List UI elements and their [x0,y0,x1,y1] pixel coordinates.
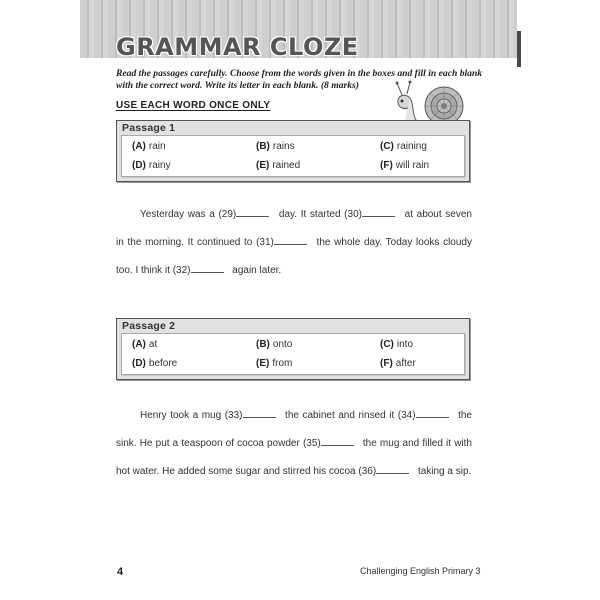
page-number: 4 [117,566,124,578]
option-e: (E) from [256,358,293,369]
answer-blank-31[interactable] [274,236,307,245]
blank-number: (34) [397,410,416,421]
option-f: (F) will rain [380,160,430,171]
passage-2-text: Henry took a mug (33) the cabinet and rinsed it (34) the sink. He put a teaspoon of cocoa powder (35) the mug and filled it with hot water. He added some sugar and stirred his cocoa (36) taking a sip. [116,410,472,477]
option-b: (B) onto [256,339,293,350]
answer-blank-33[interactable] [243,409,276,418]
option-f: (F) after [380,358,416,369]
book-title: Challenging English Primary 3 [360,566,481,576]
word-box-title: Passage 2 [122,320,176,332]
option-e: (E) rained [256,160,301,171]
blank-number: (32) [172,265,191,276]
blank-number: (29) [218,209,237,220]
answer-blank-32[interactable] [191,264,224,273]
option-d: (D) before [132,358,178,369]
side-tab-marker [517,31,521,67]
option-c: (C) into [380,339,414,350]
word-options-grid [121,333,465,375]
blank-number: (36) [358,466,377,477]
word-box-passage-2 [116,318,470,380]
blank-number: (30) [344,209,362,220]
option-a: (A) rain [132,141,166,152]
option-c: (C) raining [380,141,427,152]
answer-blank-36[interactable] [376,465,409,474]
word-box-passage-1 [116,120,470,182]
rule-heading: USE EACH WORD ONCE ONLY [116,100,271,111]
answer-blank-34[interactable] [416,409,449,418]
answer-blank-35[interactable] [321,437,354,446]
blank-number: (31) [256,237,274,248]
instructions-text: Read the passages carefully. Choose from the words given in the boxes and fill in each blank with the correct word. Write its letter in each blank. (8 marks) [116,68,483,91]
blank-number: (35) [302,438,321,449]
word-box-title: Passage 1 [122,122,176,134]
option-b: (B) rains [256,141,295,152]
passage-1-text: Yesterday was a (29) day. It started (30) at about seven in the morning. It continued to (31) the whole day. Today looks cloudy too. I think it (32) again later. [116,209,472,276]
page-title: GRAMMAR CLOZE [116,33,359,61]
answer-blank-29[interactable] [236,208,269,217]
answer-blank-30[interactable] [362,208,395,217]
blank-number: (33) [224,410,243,421]
option-d: (D) rainy [132,160,171,171]
option-a: (A) at [132,339,158,350]
word-options-grid [121,135,465,177]
